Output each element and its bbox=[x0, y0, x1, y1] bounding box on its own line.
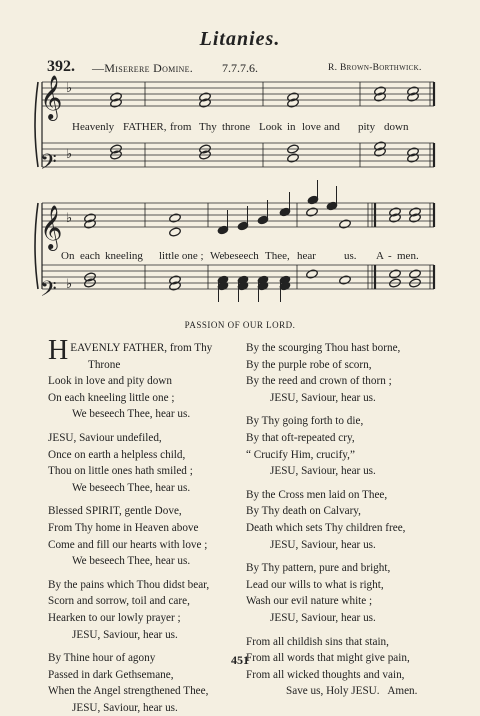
lyric-syllable: - bbox=[388, 250, 392, 262]
lyric-syllable: throne bbox=[222, 121, 251, 133]
note-head bbox=[339, 275, 352, 285]
note-head bbox=[306, 207, 319, 217]
bass-clef-2: 𝄢 bbox=[40, 277, 57, 307]
key-flat-4: ♭ bbox=[66, 277, 73, 292]
verse-line: Throne bbox=[88, 358, 121, 371]
verse-line: When the Angel strengthened Thee, bbox=[48, 685, 209, 698]
music-score bbox=[0, 0, 480, 330]
verse-line: By that oft-repeated cry, bbox=[246, 431, 355, 444]
right-column bbox=[246, 340, 436, 700]
meter: 7.7.7.6. bbox=[222, 61, 258, 75]
lyric-syllable: kneeling bbox=[105, 250, 143, 262]
verse-line: JESU, Saviour, hear us. bbox=[270, 538, 376, 551]
stanza-gap bbox=[246, 553, 436, 560]
lyric-syllable: from bbox=[170, 121, 192, 133]
verse-line: By Thy death on Calvary, bbox=[246, 505, 361, 518]
stanza-gap bbox=[48, 496, 243, 503]
note-head bbox=[339, 219, 352, 229]
verse-line: JESU, Saviour, hear us. bbox=[270, 611, 376, 624]
stanza-gap bbox=[48, 643, 243, 650]
drop-cap: H bbox=[48, 335, 69, 366]
lyric-syllable: Thee, bbox=[265, 250, 290, 262]
key-flat-3: ♭ bbox=[66, 211, 73, 226]
lyric-syllable: beseech bbox=[224, 250, 259, 262]
verse-line: By the purple robe of scorn, bbox=[246, 358, 372, 371]
verse-line: JESU, Saviour undefiled, bbox=[48, 431, 162, 444]
verse-line: “ Crucify Him, crucify,” bbox=[246, 448, 355, 461]
verse-line: Look in love and pity down bbox=[48, 375, 172, 388]
composer: R. Brown-Borthwick. bbox=[328, 63, 422, 73]
stanza-gap bbox=[48, 570, 243, 577]
tune-name: —Miserere Domine. bbox=[92, 61, 194, 75]
lyric-syllable: and bbox=[324, 121, 340, 133]
lyric-syllable: men. bbox=[397, 250, 419, 262]
stanza-gap bbox=[246, 627, 436, 634]
lyric-syllable: us. bbox=[344, 250, 357, 262]
verse-line: EAVENLY FATHER, from Thy bbox=[70, 342, 213, 354]
verse-line: By the reed and crown of thorn ; bbox=[246, 375, 392, 388]
verse-line: By the pains which Thou didst bear, bbox=[48, 578, 210, 591]
page-number: 451 bbox=[231, 653, 249, 667]
lyric-syllable: We bbox=[210, 250, 225, 262]
verse-line: JESU, Saviour, hear us. bbox=[270, 465, 376, 478]
lyrics-line-2 bbox=[0, 250, 480, 264]
verse-line: By Thine hour of agony bbox=[48, 652, 156, 665]
verse-line: From all wicked thoughts and vain, bbox=[246, 668, 405, 681]
verse-line: We beseech Thee, hear us. bbox=[72, 408, 191, 421]
stanza-gap bbox=[246, 480, 436, 487]
hymn-number: 392. bbox=[47, 58, 75, 75]
verse-line: From all childish sins that stain, bbox=[246, 635, 389, 648]
verse-line: Once on earth a helpless child, bbox=[48, 448, 186, 461]
verse-line: JESU, Saviour, hear us. bbox=[270, 391, 376, 404]
treble-clef-1: 𝄞 bbox=[40, 75, 63, 119]
stanza-gap bbox=[48, 423, 243, 430]
notes bbox=[84, 86, 422, 302]
key-flat-1: ♭ bbox=[66, 81, 73, 96]
treble-clef-2: 𝄞 bbox=[40, 205, 63, 249]
clefs-and-keys bbox=[40, 75, 75, 307]
verse-line: By the scourging Thou hast borne, bbox=[246, 342, 401, 354]
note-head bbox=[409, 269, 422, 279]
verse-line: JESU, Saviour, hear us. bbox=[72, 701, 178, 714]
note-head bbox=[169, 227, 182, 237]
verse-line: We beseech Thee, hear us. bbox=[72, 555, 191, 568]
lyric-syllable: Heavenly bbox=[72, 121, 115, 133]
lyric-syllable: Look bbox=[259, 121, 283, 133]
verse-line: Death which sets Thy children free, bbox=[246, 521, 406, 534]
note-head bbox=[389, 269, 402, 279]
verse-line: We beseech Thee, hear us. bbox=[72, 481, 191, 494]
verse-line: Passed in dark Gethsemane, bbox=[48, 668, 174, 681]
verse-line: JESU, Saviour, hear us. bbox=[72, 628, 178, 641]
lyric-syllable: hear bbox=[297, 250, 316, 262]
lyric-syllable: On bbox=[61, 250, 75, 262]
lyric-syllable: Thy bbox=[199, 121, 217, 133]
page-title: Litanies. bbox=[199, 28, 281, 50]
verse-line: Blessed SPIRIT, gentle Dove, bbox=[48, 505, 182, 518]
lyric-syllable: down bbox=[384, 121, 409, 133]
verse-line: Come and fill our hearts with love ; bbox=[48, 538, 208, 551]
brace bbox=[35, 203, 38, 289]
stanza-gap bbox=[246, 406, 436, 413]
verse-line: By Thy pattern, pure and bright, bbox=[246, 562, 391, 575]
verse-line: Thou on little ones hath smiled ; bbox=[48, 465, 193, 478]
verse-line: Lead our wills to what is right, bbox=[246, 578, 384, 591]
note-head bbox=[306, 269, 319, 279]
section-caption: PASSION OF OUR LORD. bbox=[184, 320, 296, 330]
verse-line: By the Cross men laid on Thee, bbox=[246, 488, 388, 501]
verse-line: Wash our evil nature white ; bbox=[246, 595, 373, 608]
note-head bbox=[287, 153, 300, 163]
verse-line: Hearken to our lowly prayer ; bbox=[48, 611, 181, 624]
lyric-syllable: little one ; bbox=[159, 250, 204, 262]
lyric-syllable: in bbox=[287, 121, 296, 133]
key-flat-2: ♭ bbox=[66, 147, 73, 162]
verse-line: From Thy home in Heaven above bbox=[48, 521, 199, 534]
verse-line: Save us, Holy JESU. Amen. bbox=[286, 685, 418, 698]
verse-line: By Thy going forth to die, bbox=[246, 415, 364, 428]
lyric-syllable: each bbox=[80, 250, 101, 262]
bass-clef-1: 𝄢 bbox=[40, 150, 57, 180]
lyric-syllable: pity bbox=[358, 121, 376, 133]
lyric-syllable: A bbox=[376, 250, 384, 262]
note-head bbox=[169, 213, 182, 223]
lyric-syllable: love bbox=[302, 121, 321, 133]
lyric-syllable: FATHER, bbox=[123, 121, 167, 133]
verse-line: Scorn and sorrow, toil and care, bbox=[48, 595, 190, 608]
verse-line: On each kneeling little one ; bbox=[48, 391, 175, 404]
lyrics-line-1 bbox=[0, 121, 480, 135]
verse-line: From all words that might give pain, bbox=[246, 652, 410, 665]
